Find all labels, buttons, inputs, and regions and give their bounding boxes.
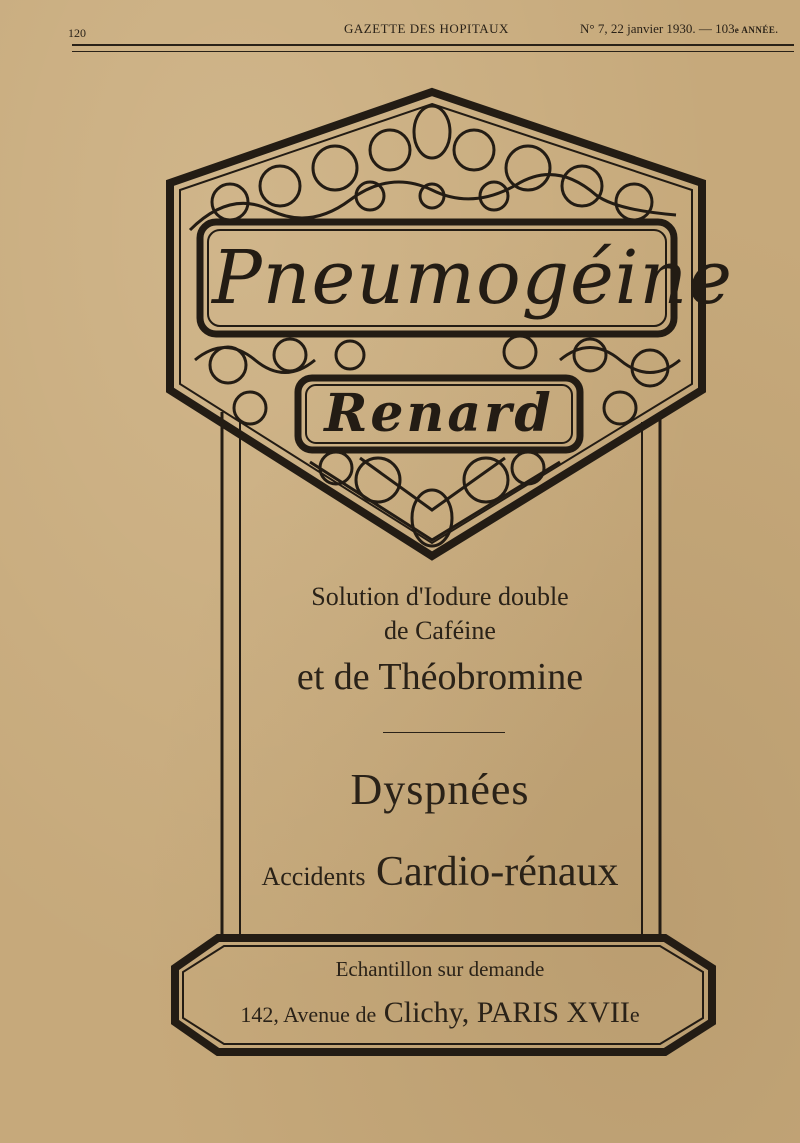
brand-maker: Renard [324, 383, 554, 444]
indication-cardio-renaux: Accidents Cardio-rénaux [261, 849, 619, 895]
product-description-line1: Solution d'Iodure double [311, 582, 569, 611]
address: 142, Avenue de Clichy, PARIS XVIIe [240, 996, 640, 1029]
product-description-line2: de Caféine [384, 616, 496, 645]
page-number: 120 [68, 26, 86, 40]
brand-name: Pneumogéine [212, 235, 733, 321]
divider-rule [383, 732, 505, 733]
issue-info: N° 7, 22 janvier 1930. — 103e ANNÉE. [580, 21, 779, 36]
indication-dyspnees: Dyspnées [350, 765, 530, 814]
sample-offer: Echantillon sur demande [335, 957, 545, 981]
journal-title: GAZETTE DES HOPITAUX [344, 21, 509, 36]
product-description-line3: et de Théobromine [296, 656, 584, 698]
